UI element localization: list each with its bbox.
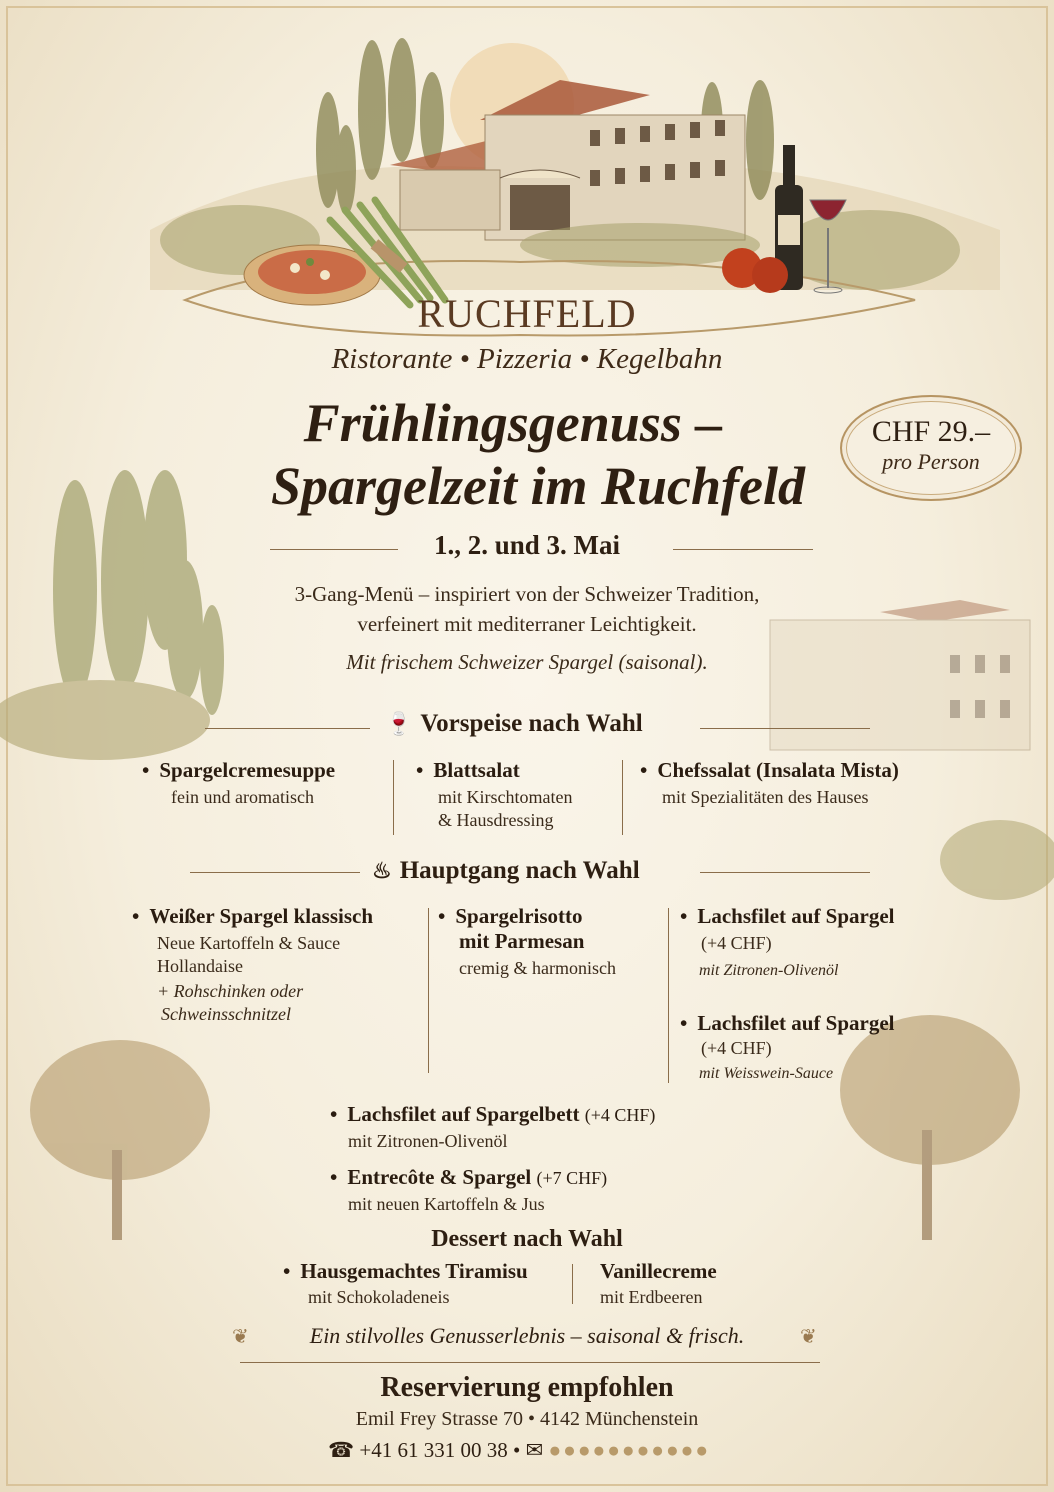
wine-glasses-icon: 🍷 — [385, 711, 413, 736]
main-item-6: • Entrecôte & Spargel (+7 CHF) mit neuen Kartoffeln & Jus — [330, 1165, 607, 1215]
phone-icon: ☎ — [328, 1438, 355, 1462]
tagline-rule — [240, 1362, 820, 1363]
reservation-heading: Reservierung empfohlen — [380, 1372, 674, 1403]
price-value: CHF 29.– — [871, 415, 991, 448]
starter-divider-1 — [393, 760, 394, 835]
starter-item-2: • Blattsalat mit Kirschtomaten & Hausdressing — [416, 758, 572, 831]
dessert-item-1: • Hausgemachtes Tiramisu mit Schokoladeneis — [283, 1259, 528, 1308]
mains-rule-left — [190, 872, 360, 873]
main-item-2: • Spargelrisotto mit Parmesan cremig & harmonisch — [438, 904, 616, 979]
headline-line-1: Frühlingsgenuss – — [303, 393, 723, 453]
flourish-icon: ❦ — [232, 1324, 249, 1348]
price-badge — [840, 395, 1022, 501]
flourish-icon: ❦ — [800, 1324, 817, 1348]
dessert-item-2: Vanillecreme mit Erdbeeren — [600, 1259, 717, 1307]
starters-rule-right — [700, 728, 870, 729]
main-divider-2 — [668, 908, 669, 1083]
starter-item-3: • Chefssalat (Insalata Mista) mit Spezialitäten des Hauses — [640, 758, 899, 808]
mains-heading: ♨ Hauptgang nach Wahl — [372, 857, 640, 884]
phone-number[interactable]: +41 61 331 00 38 — [359, 1438, 508, 1462]
starters-rule-left — [205, 728, 370, 729]
starter-divider-2 — [622, 760, 623, 835]
contact-line: ☎ +41 61 331 00 38 • ✉ ●●●●●●●●●●● — [328, 1438, 711, 1462]
decorative-dots: ●●●●●●●●●●● — [548, 1438, 711, 1462]
main-item-3: • Lachsfilet auf Spargel (+4 CHF) mit Zitronen-Olivenöl — [680, 904, 895, 980]
dessert-heading: Dessert nach Wahl — [431, 1226, 623, 1252]
address: Emil Frey Strasse 70 • 4142 Münchenstein — [355, 1408, 699, 1430]
tagline: Ein stilvolles Genusserlebnis – saisonal & frisch. — [309, 1323, 745, 1348]
headline-line-2: Spargelzeit im Ruchfeld — [270, 456, 805, 516]
dessert-divider — [572, 1264, 573, 1304]
intro-line-1: 3-Gang-Menü – inspiriert von der Schweizer Tradition, — [294, 582, 760, 606]
main-item-5: • Lachsfilet auf Spargelbett (+4 CHF) mit Zitronen-Olivenöl — [330, 1102, 655, 1152]
starter-item-1: • Spargelcremesuppe fein und aromatisch — [142, 758, 335, 808]
mail-icon[interactable]: ✉ — [525, 1438, 544, 1462]
main-item-4: • Lachsfilet auf Spargel (+4 CHF) mit Weisswein-Sauce — [680, 1011, 895, 1083]
event-dates: 1., 2. und 3. Mai — [433, 530, 621, 560]
chef-hat-icon: ♨ — [372, 858, 392, 883]
main-item-1: • Weißer Spargel klassisch Neue Kartoffeln & Sauce Hollandaise + Rohschinken oder Schweinsschnitzel — [132, 904, 373, 1025]
brand-subtitle: Ristorante • Pizzeria • Kegelbahn — [331, 343, 723, 375]
price-per: pro Person — [882, 449, 980, 474]
starters-heading: 🍷 Vorspeise nach Wahl — [385, 710, 643, 737]
mains-rule-right — [700, 872, 870, 873]
intro-line-2: verfeinert mit mediterraner Leichtigkeit. — [357, 612, 697, 636]
main-divider-1 — [428, 908, 429, 1073]
intro-line-3: Mit frischem Schweizer Spargel (saisonal). — [346, 650, 708, 674]
brand-name: RUCHFELD — [417, 291, 637, 336]
